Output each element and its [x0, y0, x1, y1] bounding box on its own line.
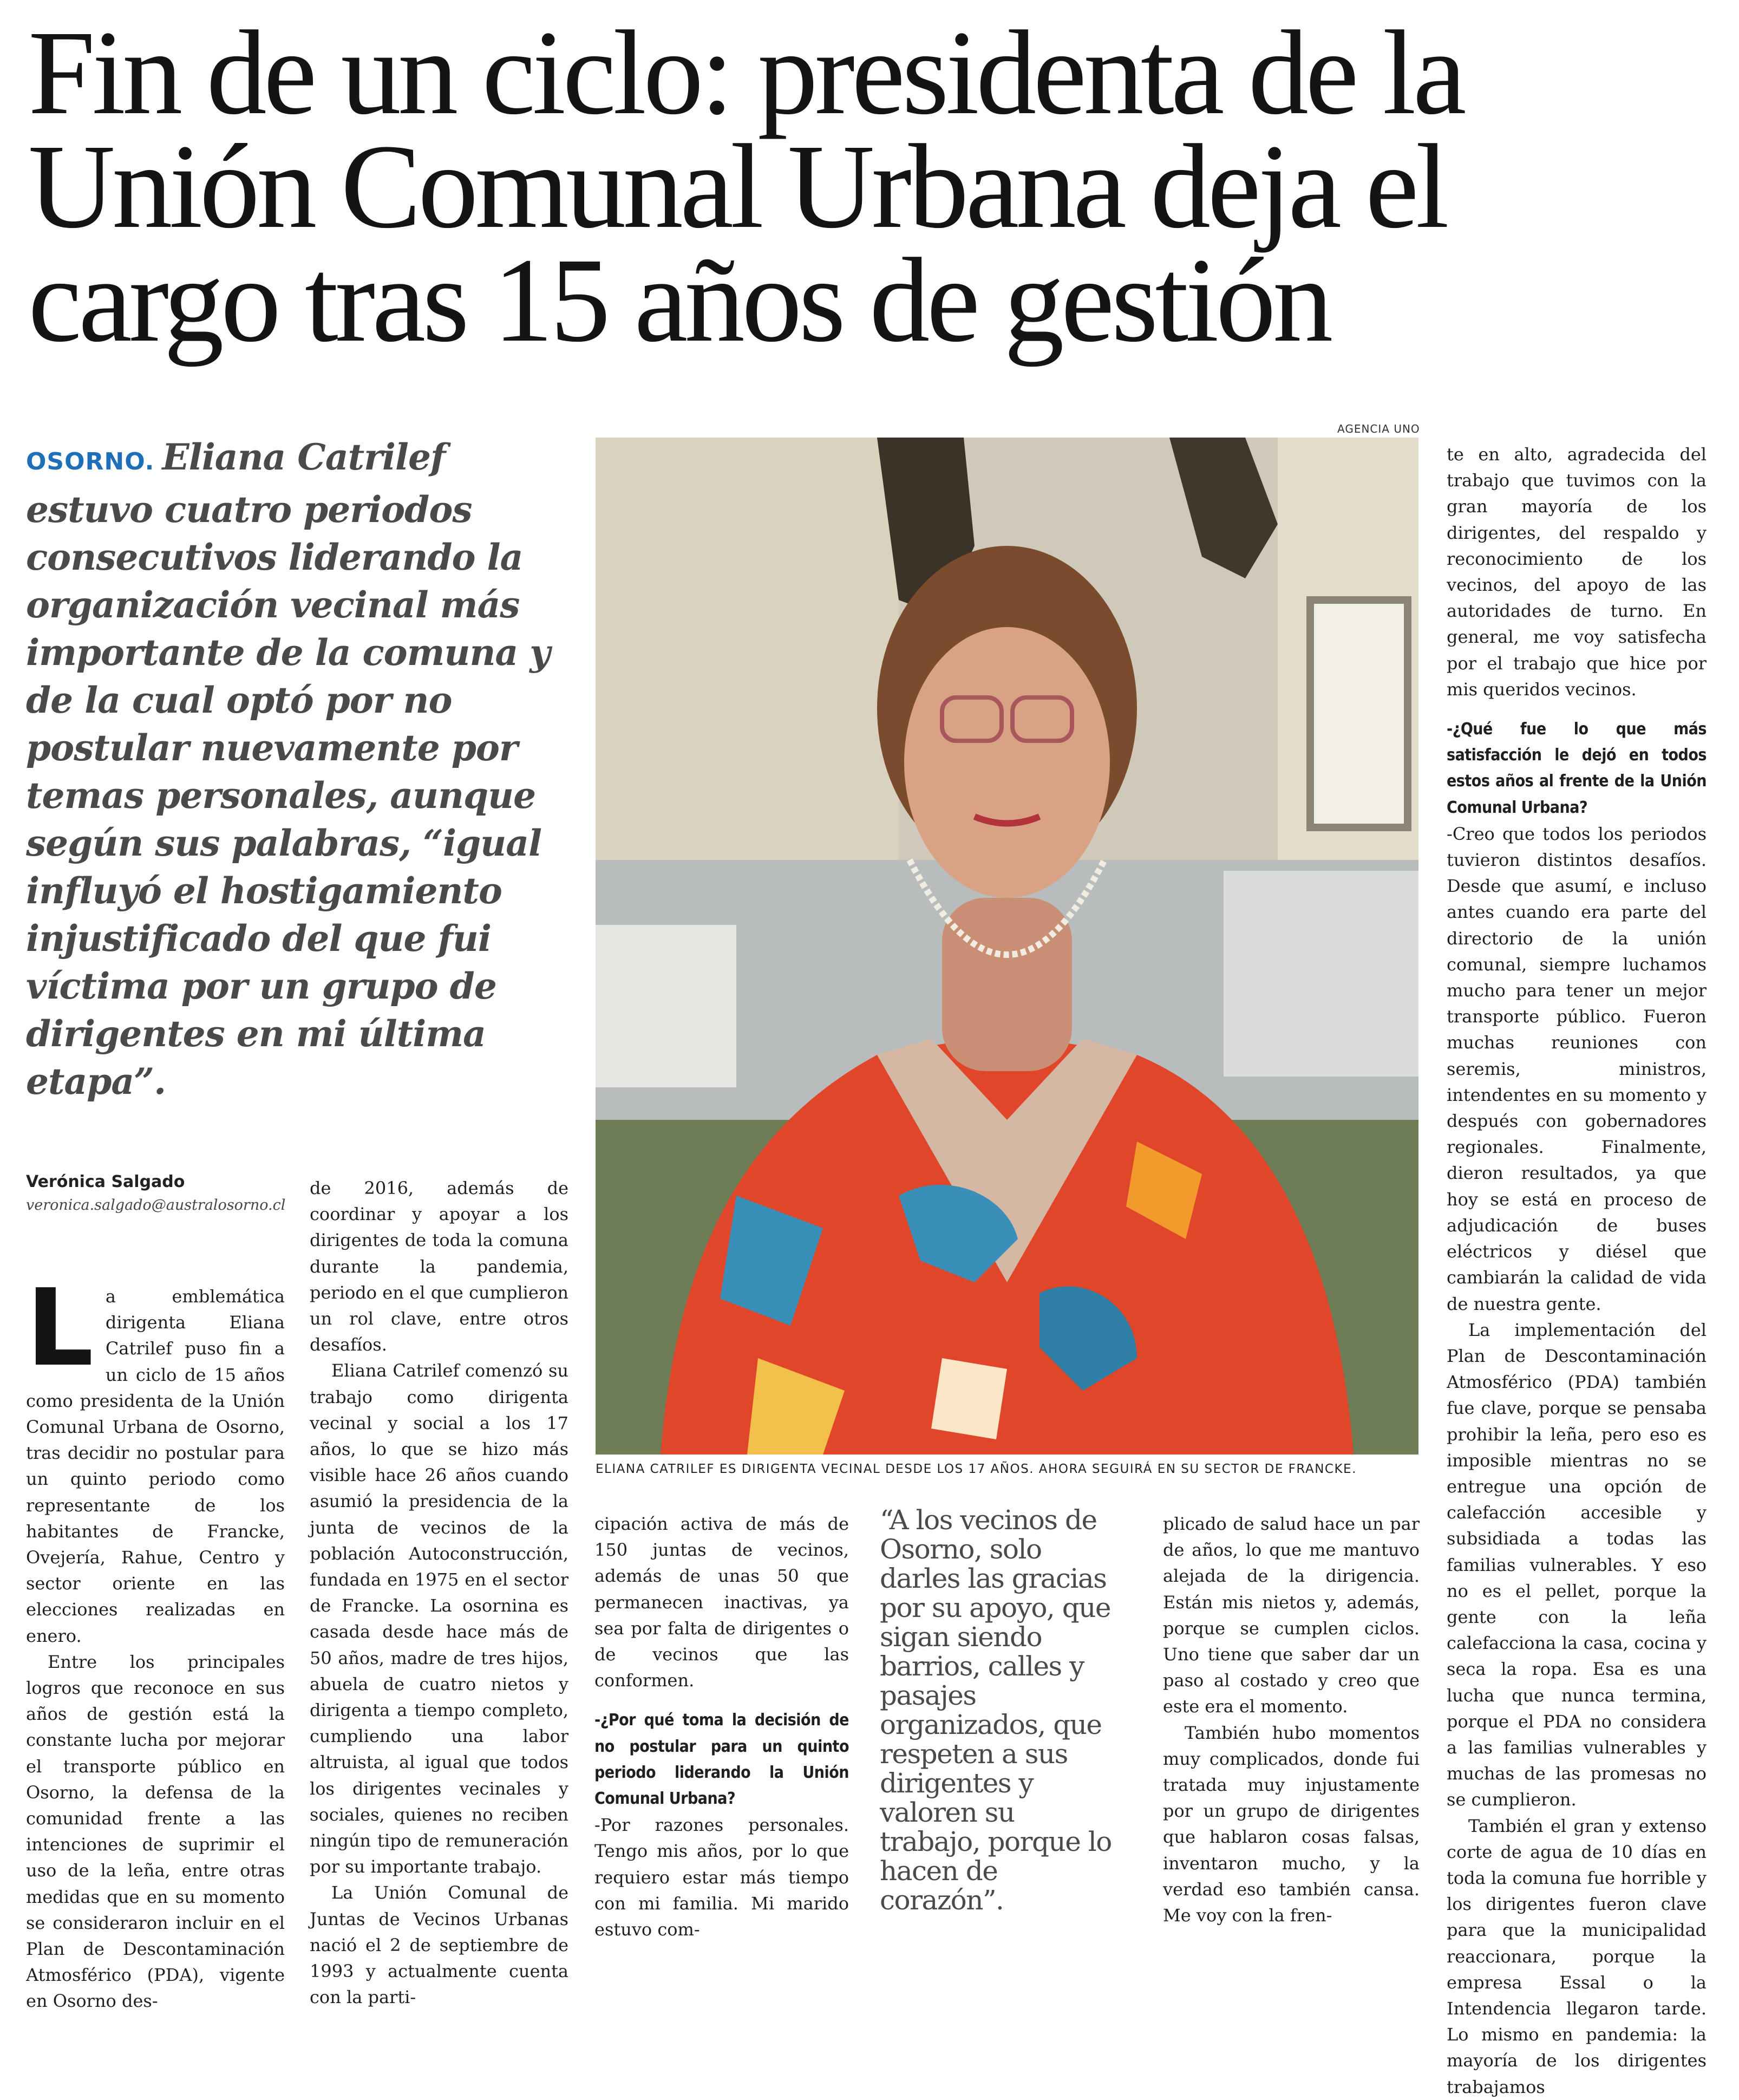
paragraph: La implementación del Plan de Descontaminación Atmosférico (PDA) también fue clave, porque se pensaba prohibir la leña, pero eso es imposible mientras no se entregue una opción de calefacción accesible y subsidiada a todas las familias vulnerables. Y eso no es el pellet, porque la gente con la leña calefacciona la casa, cocina y seca la ropa. Esa es una lucha que nunca termina, porque el PDA no considera a las familias vulnerables y muchas de las promesas no se cumplieron. [1447, 1319, 1707, 1810]
headline: Fin de un ciclo: presidenta de la Unión Comunal Urbana deja el cargo tras 15 años de gestión [28, 6, 1463, 367]
paragraph: También el gran y extenso corte de agua de 10 días en toda la comuna fue horrible y los dirigentes fueron clave para que la municipalidad reaccionara, porque la empresa Essal o la Intendencia llegaron tarde. Lo mismo en pandemia: la mayoría de los dirigentes trabajamos [1447, 1815, 1707, 2097]
paragraph: -Creo que todos los periodos tuvieron distintos desafíos. Desde que asumí, e incluso antes cuando era parte del directorio de la unión comunal, siempre luchamos mucho para tener un mejor transporte público. Fueron muchas reuniones con seremis, ministros, intendentes en su momento y después con gobernadores regionales. Finalmente, dieron resultados, ya que hoy se está en proceso de adjudicación de buses eléctricos y diésel que cambiarán la calidad de vida de nuestra gente. [1447, 823, 1707, 1314]
body-column-3 [594, 1511, 849, 1940]
photo [596, 438, 1418, 1455]
paragraph: La Unión Comunal de Juntas de Vecinos Urbanas nació el 2 de septiembre de 1993 y actualmente cuenta con la parti- [310, 1882, 568, 2008]
body-column-2 [310, 1175, 568, 2008]
pull-quote: “A los vecinos de Osorno, solo darles las gracias por su apoyo, que sigan siendo barrios, calles y pasajes organizados, que respeten a sus dirigentes y valoren su trabajo, porque lo hacen de corazón”. [880, 1504, 1112, 1916]
interview-question: -¿Por qué toma la decisión de no postular para un quinto periodo liderando la Unión Comunal Urbana? [594, 1711, 849, 1809]
paragraph: cipación activa de más de 150 juntas de vecinos, además de unas 50 que permanecen inactivas, ya sea por falta de dirigentes o de vecinos que las conformen. [594, 1514, 849, 1691]
lead-text: Eliana Catrilef estuvo cuatro periodos consecutivos liderando la organización vecinal más importante de la comuna y de la cual optó por no postular nuevamente por temas personales, aunque según sus palabras, “igual influyó el hostigamiento injustificado del que fui víctima por un grupo de dirigentes en mi última etapa”. [26, 436, 550, 1103]
paragraph: Eliana Catrilef comenzó su trabajo como dirigenta vecinal y social a los 17 años, lo que se hizo más visible hace 26 años cuando asumió la presidencia de la junta de vecinos de la población Autoconstrucción, fundada en 1975 en el sector de Francke. La osornina es casada desde hace más de 50 años, madre de tres hijos, abuela de cuatro nietos y dirigenta a tiempo completo, cumpliendo una labor altruista, al igual que todos los dirigentes vecinales y sociales, quienes no reciben ningún tipo de remuneración por su importante trabajo. [310, 1360, 568, 1877]
interview-question: -¿Qué fue lo que más satisfacción le dejó en todos estos años al frente de la Unión Comunal Urbana? [1447, 720, 1707, 817]
photo-credit: AGENCIA UNO [1337, 422, 1420, 435]
portrait-image [596, 438, 1418, 1455]
author-email: veronica.salgado@australosorno.cl [26, 1197, 286, 1214]
body-column-1 [26, 1267, 285, 2012]
paragraph: -Por razones personales. Tengo mis años, por lo que requiero estar más tiempo con mi familia. Mi marido estuvo com- [594, 1815, 849, 1940]
paragraph: También hubo momentos muy complicados, donde fui tratada muy injustamente por un grupo de dirigentes que hablaron cosas falsas, inventaron mucho, y la verdad eso también cansa. Me voy con la fren- [1163, 1722, 1420, 1926]
lead-paragraph [26, 433, 567, 1105]
body-column-5 [1163, 1511, 1420, 1933]
paragraph: Entre los principales logros que reconoce en sus años de gestión está la constante lucha por mejorar el transporte público en Osorno, la defensa de la comunidad frente a las intenciones de suprimir el uso de la leña, entre otras medidas que en su momento se consideraron incluir en el Plan de Descontaminación Atmosférico (PDA), vigente en Osorno des- [26, 1651, 285, 2012]
drop-cap: L [26, 1267, 94, 1390]
paragraph: te en alto, agradecida del trabajo que tuvimos con la gran mayoría de los dirigentes, del respaldo y reconocimiento de los vecinos, del apoyo de las autoridades de turno. En general, me voy satisfecha por el trabajo que hice por mis queridos vecinos. [1447, 444, 1707, 700]
body-column-6 [1447, 441, 1707, 2097]
photo-caption: ELIANA CATRILEF ES DIRIGENTA VECINAL DESDE LOS 17 AÑOS. AHORA SEGUIRÁ EN SU SECTOR DE FRANCKE. [596, 1462, 1357, 1476]
paragraph: de 2016, además de coordinar y apoyar a los dirigentes de toda la comuna durante la pandemia, periodo en el que cumplieron un rol clave, entre otros desafíos. [310, 1178, 568, 1355]
paragraph: plicado de salud hace un par de años, lo que me mantuvo alejada de la dirigencia. Están mis nietos y, además, porque se cumplen ciclos. Uno tiene que saber dar un paso al costado y creo que este era el momento. [1163, 1514, 1420, 1717]
location-tag: OSORNO. [26, 448, 155, 475]
author-name: Verónica Salgado [26, 1172, 185, 1191]
byline [26, 1172, 308, 1214]
paragraph: a emblemática dirigenta Eliana Catrilef puso fin a un ciclo de 15 años como presidenta de la Unión Comunal Urbana de Osorno, tras decidir no postular para un quinto periodo como representante de los habitantes de Francke, Ovejería, Rahue, Centro y sector oriente en las elecciones realizadas en enero. [26, 1286, 285, 1646]
